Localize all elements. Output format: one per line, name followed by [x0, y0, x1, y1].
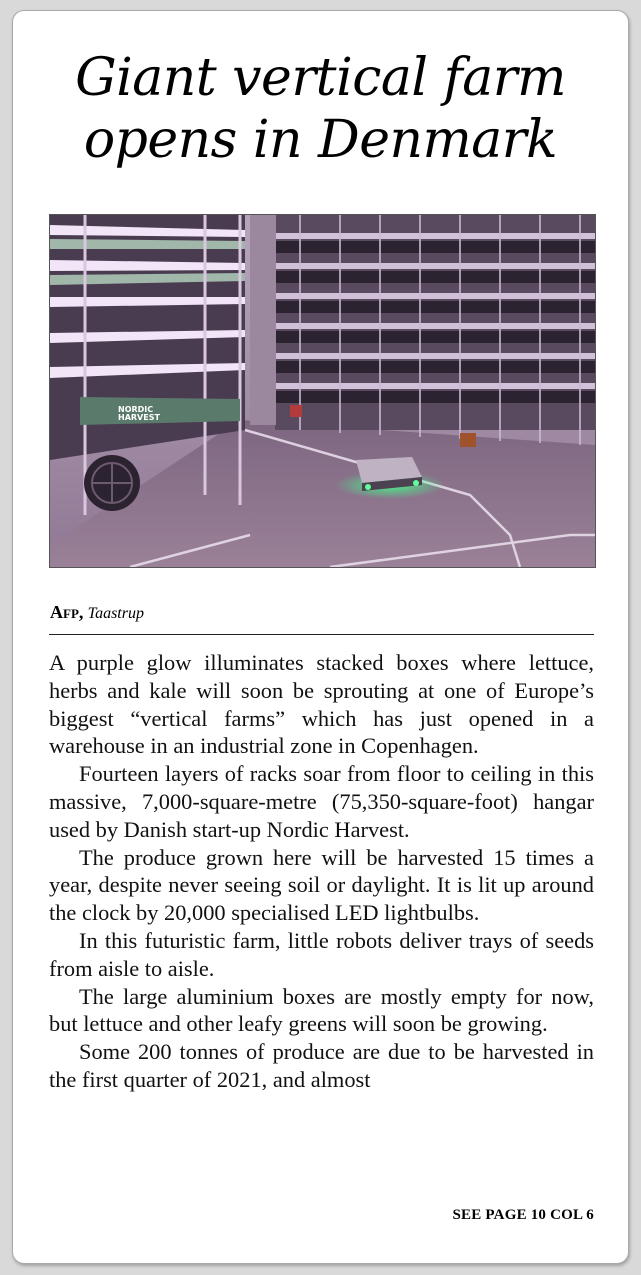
vertical-farm-photo — [49, 214, 596, 568]
farm-photo-illustration — [50, 215, 595, 567]
paragraph: A purple glow illuminates stacked boxes where lettuce, herbs and kale will soon be sprouting at one of Europe’s biggest “vertical farms” which has just opened in a warehouse in an industrial zone in Copenhagen. — [49, 650, 594, 759]
paragraph: Fourteen layers of racks soar from floor to ceiling in this massive, 7,000-square-metre (75,350-square-foot) hangar used by Danish start-up Nordic Harvest. — [49, 761, 594, 842]
article-body — [49, 649, 594, 1094]
article-card — [12, 10, 629, 1264]
paragraph: The large aluminium boxes are mostly empty for now, but lettuce and other leafy greens will soon be growing. — [49, 983, 594, 1037]
byline-agency: Afp, — [50, 602, 84, 622]
headline-line-2: opens in Denmark — [83, 110, 558, 170]
byline — [50, 602, 144, 623]
headline-line-1: Giant vertical farm — [75, 48, 566, 108]
paragraph: The produce grown here will be harvested 15 times a year, despite never seeing soil or daylight. It is lit up around the clock by 20,000 specialised LED lightbulbs. — [49, 844, 594, 926]
sign-text-line-1: NORDIC — [118, 405, 154, 414]
byline-divider — [49, 634, 594, 635]
paragraph: Some 200 tonnes of produce are due to be harvested in the first quarter of 2021, and almost — [49, 1039, 594, 1092]
byline-place: Taastrup — [87, 605, 144, 622]
far-racks — [275, 215, 595, 445]
sign-text-line-2: HARVEST — [118, 413, 160, 422]
paragraph: In this futuristic farm, little robots deliver trays of seeds from aisle to aisle. — [49, 927, 594, 981]
fan — [84, 455, 140, 511]
continuation-jump[interactable]: SEE PAGE 10 COL 6 — [452, 1207, 594, 1223]
headline — [13, 47, 628, 171]
